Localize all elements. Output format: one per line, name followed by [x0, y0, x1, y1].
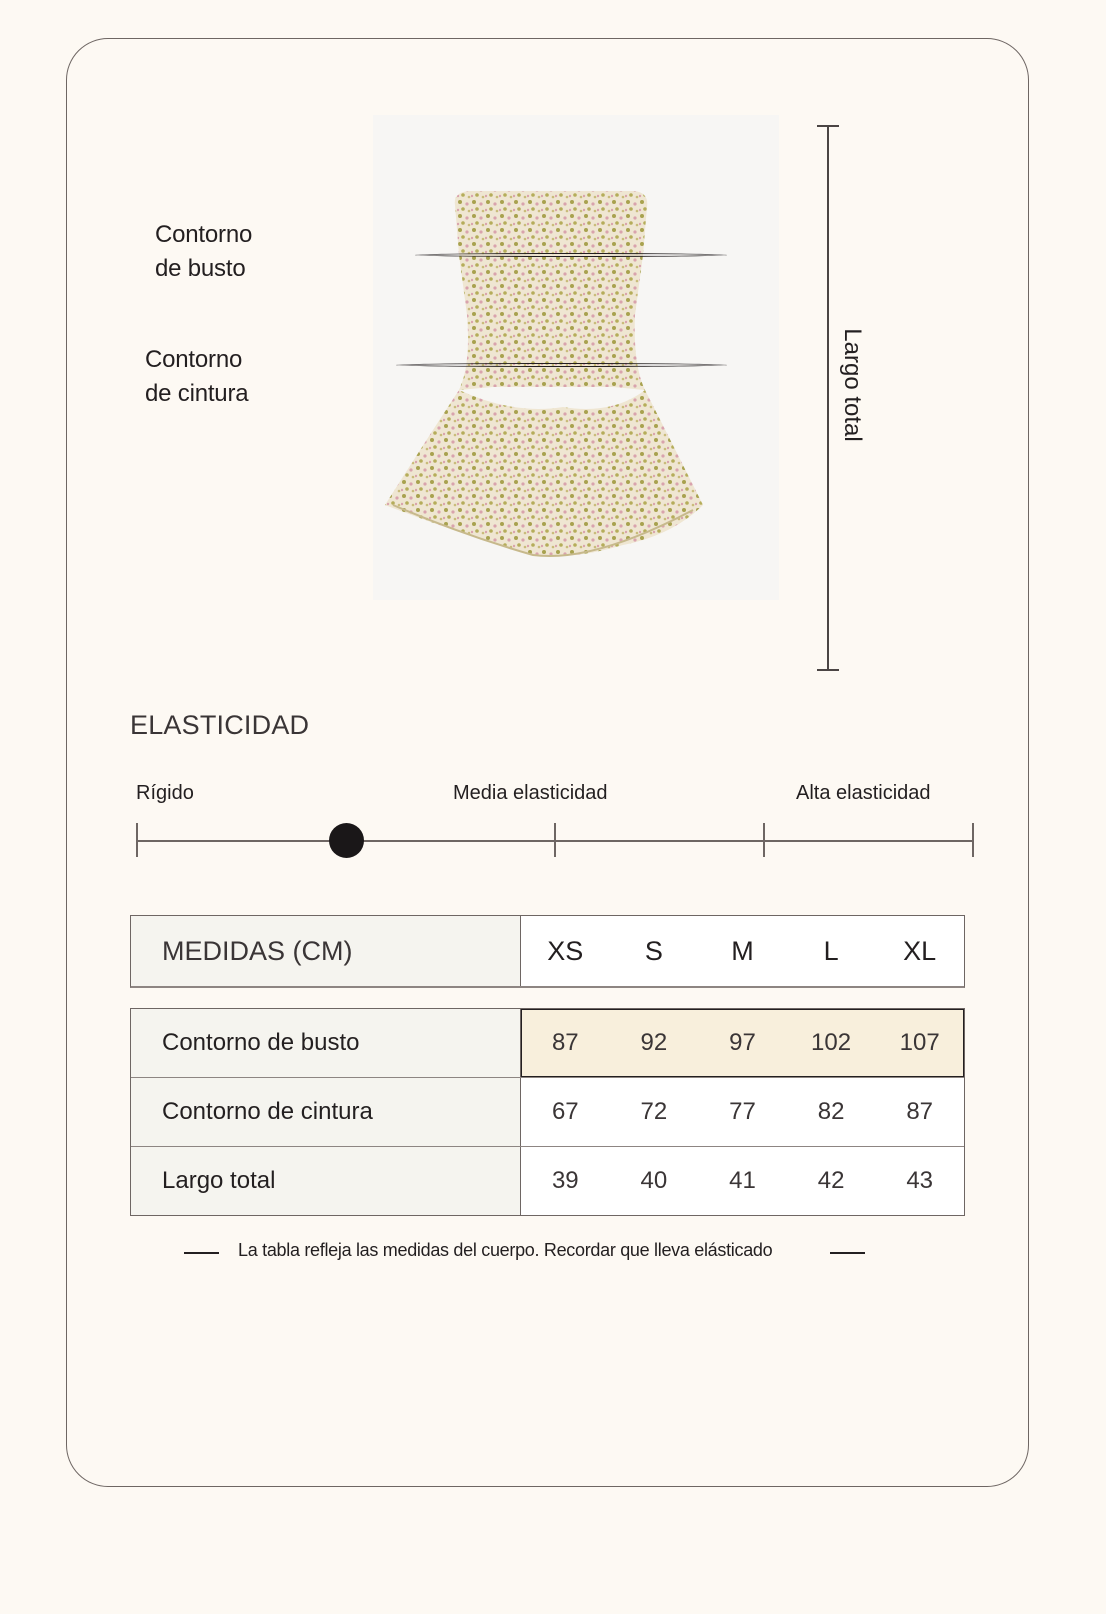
elasticity-label-rigid: Rígido — [136, 782, 194, 804]
row-label: Contorno de cintura — [131, 1078, 521, 1146]
table-cell: 67 — [551, 1098, 579, 1125]
elasticity-label-medium: Media elasticidad — [453, 782, 608, 804]
header-label-cell — [131, 916, 521, 986]
elasticity-level-indicator — [329, 823, 364, 858]
product-photo — [373, 115, 779, 600]
total-length-line — [827, 125, 829, 670]
row-values — [521, 1078, 964, 1146]
bust-label-line1: Contorno — [155, 221, 253, 248]
table-cell: 41 — [729, 1167, 756, 1194]
size-table-body — [130, 1008, 965, 1216]
elasticity-tick — [972, 823, 974, 857]
size-header: M — [731, 935, 754, 966]
table-cell: 40 — [640, 1167, 668, 1194]
elasticity-tick — [763, 823, 765, 857]
table-row-length — [131, 1147, 964, 1215]
row-values — [521, 1147, 964, 1215]
table-cell: 107 — [899, 1029, 940, 1056]
bust-measure-line — [415, 253, 727, 257]
table-cell: 42 — [817, 1167, 845, 1194]
footnote-text: La tabla refleja las medidas del cuerpo. Recordar que lleva elásticado — [238, 1240, 773, 1260]
table-cell: 43 — [906, 1167, 934, 1194]
table-cell: 102 — [811, 1029, 852, 1056]
row-values — [521, 1009, 964, 1077]
table-cell: 39 — [551, 1167, 579, 1194]
footnote-dash-left — [184, 1252, 219, 1254]
bust-label-line2: de busto — [155, 255, 246, 282]
table-cell: 77 — [729, 1098, 756, 1125]
waist-label — [145, 343, 248, 411]
elasticity-tick — [554, 823, 556, 857]
waist-measure-line — [396, 363, 727, 367]
row-label: Contorno de busto — [131, 1009, 521, 1077]
waist-label-line1: Contorno — [145, 346, 243, 373]
table-cell: 82 — [817, 1098, 845, 1125]
elasticity-label-high: Alta elasticidad — [796, 782, 931, 804]
row-label: Largo total — [131, 1147, 521, 1215]
table-row-bust — [131, 1009, 964, 1078]
measurements-header: MEDIDAS (CM) — [162, 935, 353, 966]
elasticity-tick — [136, 823, 138, 857]
size-table-header — [130, 915, 965, 988]
table-cell: 87 — [906, 1098, 934, 1125]
total-length-cap-top — [817, 125, 839, 127]
elasticity-title: ELASTICIDAD — [130, 710, 310, 740]
size-header: S — [644, 935, 663, 966]
total-length-label: Largo total — [839, 328, 866, 442]
size-header: XL — [903, 935, 937, 966]
size-headers — [521, 916, 964, 986]
bust-label — [155, 218, 252, 286]
size-header: L — [823, 935, 839, 966]
table-cell: 92 — [640, 1029, 668, 1056]
strapless-peplum-top-image — [373, 115, 779, 600]
total-length-cap-bottom — [817, 669, 839, 671]
size-header: XS — [547, 935, 584, 966]
waist-label-line2: de cintura — [145, 380, 249, 407]
table-row-waist — [131, 1078, 964, 1147]
table-cell: 97 — [729, 1029, 756, 1056]
footnote-dash-right — [830, 1252, 865, 1254]
table-cell: 87 — [551, 1029, 579, 1056]
table-cell: 72 — [640, 1098, 668, 1125]
